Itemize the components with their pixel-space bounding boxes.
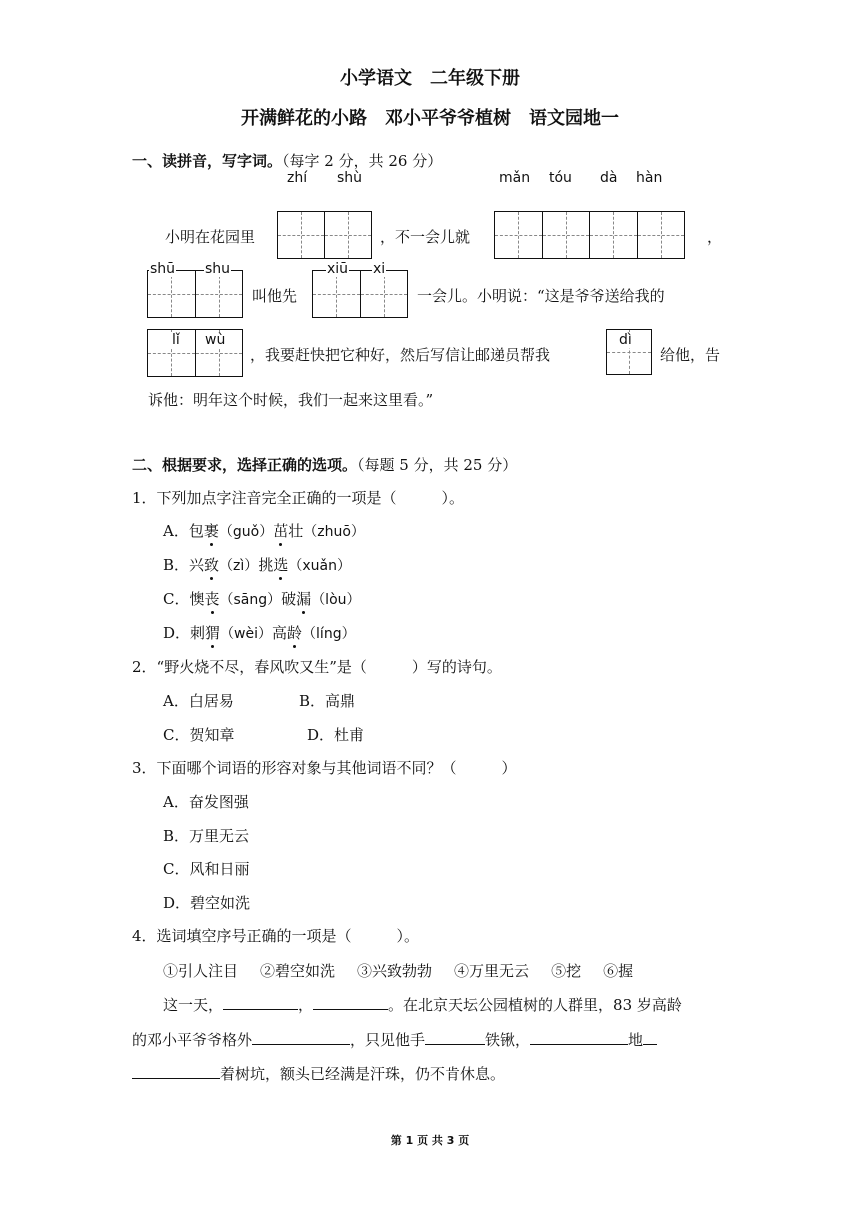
pinyin-shu2: shū xyxy=(150,261,176,277)
option-letter: D． xyxy=(163,624,191,642)
line2-text-b: 一会儿。小明说：“这是爷爷送给我的 xyxy=(417,287,665,305)
pinyin-li: lǐ xyxy=(172,332,180,348)
option-letter: B． xyxy=(163,556,190,574)
pinyin-zhi: zhí xyxy=(287,170,308,186)
section1-heading-text: 一、读拼音，写字词。 xyxy=(132,152,283,170)
pinyin-annotation: （guǒ） xyxy=(218,524,274,540)
pinyin-da: dà xyxy=(600,170,618,186)
pinyin-annotation: （zì） xyxy=(219,558,259,574)
word-part: 懊 xyxy=(189,590,205,608)
pinyin-annotation: （líng） xyxy=(302,626,356,642)
dotted-char: 选 xyxy=(273,556,289,574)
dotted-char: 丧 xyxy=(204,590,220,608)
q3-option-b[interactable]: B．万里无云 xyxy=(163,827,250,845)
q3-option-a[interactable]: A．奋发图强 xyxy=(163,793,249,811)
q1-stem: 1．下列加点字注音完全正确的一项是（ ）。 xyxy=(132,489,465,507)
q3-option-c[interactable]: C．风和日丽 xyxy=(163,860,250,878)
footer-text: 页 共 xyxy=(417,1134,443,1147)
word-option: ①引人注目 xyxy=(163,962,239,980)
pinyin-man: mǎn xyxy=(499,170,531,186)
q4-passage-line2 xyxy=(132,1029,657,1050)
fill-blank-2[interactable] xyxy=(313,994,388,1010)
word-part: 破 xyxy=(281,590,297,608)
q4-stem: 4．选词填空序号正确的一项是（ ）。 xyxy=(132,927,420,945)
word-part: 壮 xyxy=(288,522,304,540)
answer-box-mantou-dahan[interactable] xyxy=(494,211,685,259)
q1-option-c[interactable] xyxy=(163,588,361,609)
page-number: 1 xyxy=(405,1134,414,1147)
section2-note: （每题 5 分，共 25 分） xyxy=(357,456,518,474)
q2-option-a[interactable]: A．白居易 xyxy=(163,692,234,710)
word-option: ②碧空如洗 xyxy=(260,962,336,980)
q1-option-b[interactable] xyxy=(163,554,351,575)
pinyin-han: hàn xyxy=(636,170,663,186)
q1-option-a[interactable] xyxy=(163,520,365,541)
pinyin-wu: wù xyxy=(205,332,226,348)
passage-text: ， xyxy=(298,996,314,1014)
q2-option-d[interactable]: D．杜甫 xyxy=(307,726,365,744)
q3-option-d[interactable]: D．碧空如洗 xyxy=(163,894,251,912)
section2-heading-text: 二、根据要求，选择正确的选项。 xyxy=(132,456,358,474)
answer-box-zhishu[interactable] xyxy=(277,211,372,259)
page-footer xyxy=(0,1132,860,1148)
section1-heading xyxy=(132,150,442,171)
q2-option-c[interactable]: C．贺知章 xyxy=(163,726,235,744)
q2-stem: 2．“野火烧不尽，春风吹又生”是（ ）写的诗句。 xyxy=(132,658,502,676)
dotted-char: 龄 xyxy=(287,624,303,642)
pinyin-annotation: （sāng） xyxy=(219,592,282,608)
section1-note: （每字 2 分，共 26 分） xyxy=(282,152,443,170)
q4-passage-line3 xyxy=(132,1063,505,1084)
passage-text: 这一天， xyxy=(163,996,224,1014)
pinyin-tou: tóu xyxy=(549,170,572,186)
fill-blank-5[interactable] xyxy=(530,1029,628,1045)
fill-blank-1[interactable] xyxy=(223,994,298,1010)
line3-text-a: ，我要赶快把它种好，然后写信让邮递员帮我 xyxy=(250,346,551,364)
option-letter: C． xyxy=(163,590,190,608)
pinyin-annotation: （zhuō） xyxy=(303,524,365,540)
pinyin-xi: xi xyxy=(373,261,386,277)
section2-heading xyxy=(132,454,517,475)
q4-word-options xyxy=(163,960,633,981)
passage-text: 着树坑，额头已经满是汗珠，仍不肯休息。 xyxy=(220,1065,506,1083)
pinyin-xiu: xiū xyxy=(327,261,349,277)
q3-stem: 3．下面哪个词语的形容对象与其他词语不同？（ ） xyxy=(132,759,517,777)
word-option: ④万里无云 xyxy=(454,962,530,980)
word-part: 兴 xyxy=(189,556,205,574)
fill-blank-4[interactable] xyxy=(425,1029,485,1045)
word-option: ⑤挖 xyxy=(551,962,582,980)
pinyin-shu3: shu xyxy=(205,261,231,277)
line1-text-a: 小明在花园里 xyxy=(165,228,256,246)
footer-text: 页 xyxy=(458,1134,470,1147)
line2-text-a: 叫他先 xyxy=(252,287,298,305)
passage-text: 。在北京天坛公园植树的人群里，83 岁高龄 xyxy=(388,996,682,1014)
word-part: 包 xyxy=(188,522,204,540)
pinyin-shu: shù xyxy=(337,170,363,186)
passage-text: 铁锹， xyxy=(485,1031,531,1049)
dotted-char: 裹 xyxy=(203,522,219,540)
q1-option-d[interactable] xyxy=(163,622,356,643)
line1-text-c: ， xyxy=(707,228,723,246)
answer-box-xiuxi[interactable] xyxy=(312,270,408,318)
fill-blank-6a[interactable] xyxy=(643,1029,657,1045)
word-part: 高 xyxy=(272,624,288,642)
footer-text: 第 xyxy=(390,1134,402,1147)
answer-box-shushu[interactable] xyxy=(147,270,243,318)
line1-text-b: ，不一会儿就 xyxy=(380,228,471,246)
dotted-char: 茁 xyxy=(273,522,289,540)
page-total: 3 xyxy=(446,1134,455,1147)
option-letter: A． xyxy=(163,522,189,540)
q2-option-b[interactable]: B．高鼎 xyxy=(299,692,356,710)
word-part: 刺 xyxy=(190,624,206,642)
line3-text-b: 给他，告 xyxy=(660,346,721,364)
lesson-title: 开满鲜花的小路 邓小平爷爷植树 语文园地一 xyxy=(241,108,619,129)
passage-text: ，只见他手 xyxy=(350,1031,426,1049)
pinyin-annotation: （wèi） xyxy=(220,626,273,642)
fill-blank-6b[interactable] xyxy=(132,1063,220,1079)
fill-blank-3[interactable] xyxy=(252,1029,350,1045)
answer-box-liwu[interactable] xyxy=(147,329,243,377)
dotted-char: 漏 xyxy=(296,590,312,608)
word-option: ⑥握 xyxy=(603,962,634,980)
passage-text: 的邓小平爷爷格外 xyxy=(132,1031,253,1049)
passage-text: 地 xyxy=(628,1031,644,1049)
q4-passage-line1 xyxy=(163,994,682,1015)
dotted-char: 猬 xyxy=(205,624,221,642)
word-part: 挑 xyxy=(258,556,274,574)
pinyin-annotation: （xuǎn） xyxy=(288,558,351,574)
pinyin-di: dì xyxy=(619,332,632,348)
page-title: 小学语文 二年级下册 xyxy=(340,68,520,89)
word-option: ③兴致勃勃 xyxy=(357,962,433,980)
pinyin-annotation: （lòu） xyxy=(311,592,361,608)
line4-text: 诉他：明年这个时候，我们一起来这里看。” xyxy=(148,391,434,409)
dotted-char: 致 xyxy=(204,556,220,574)
